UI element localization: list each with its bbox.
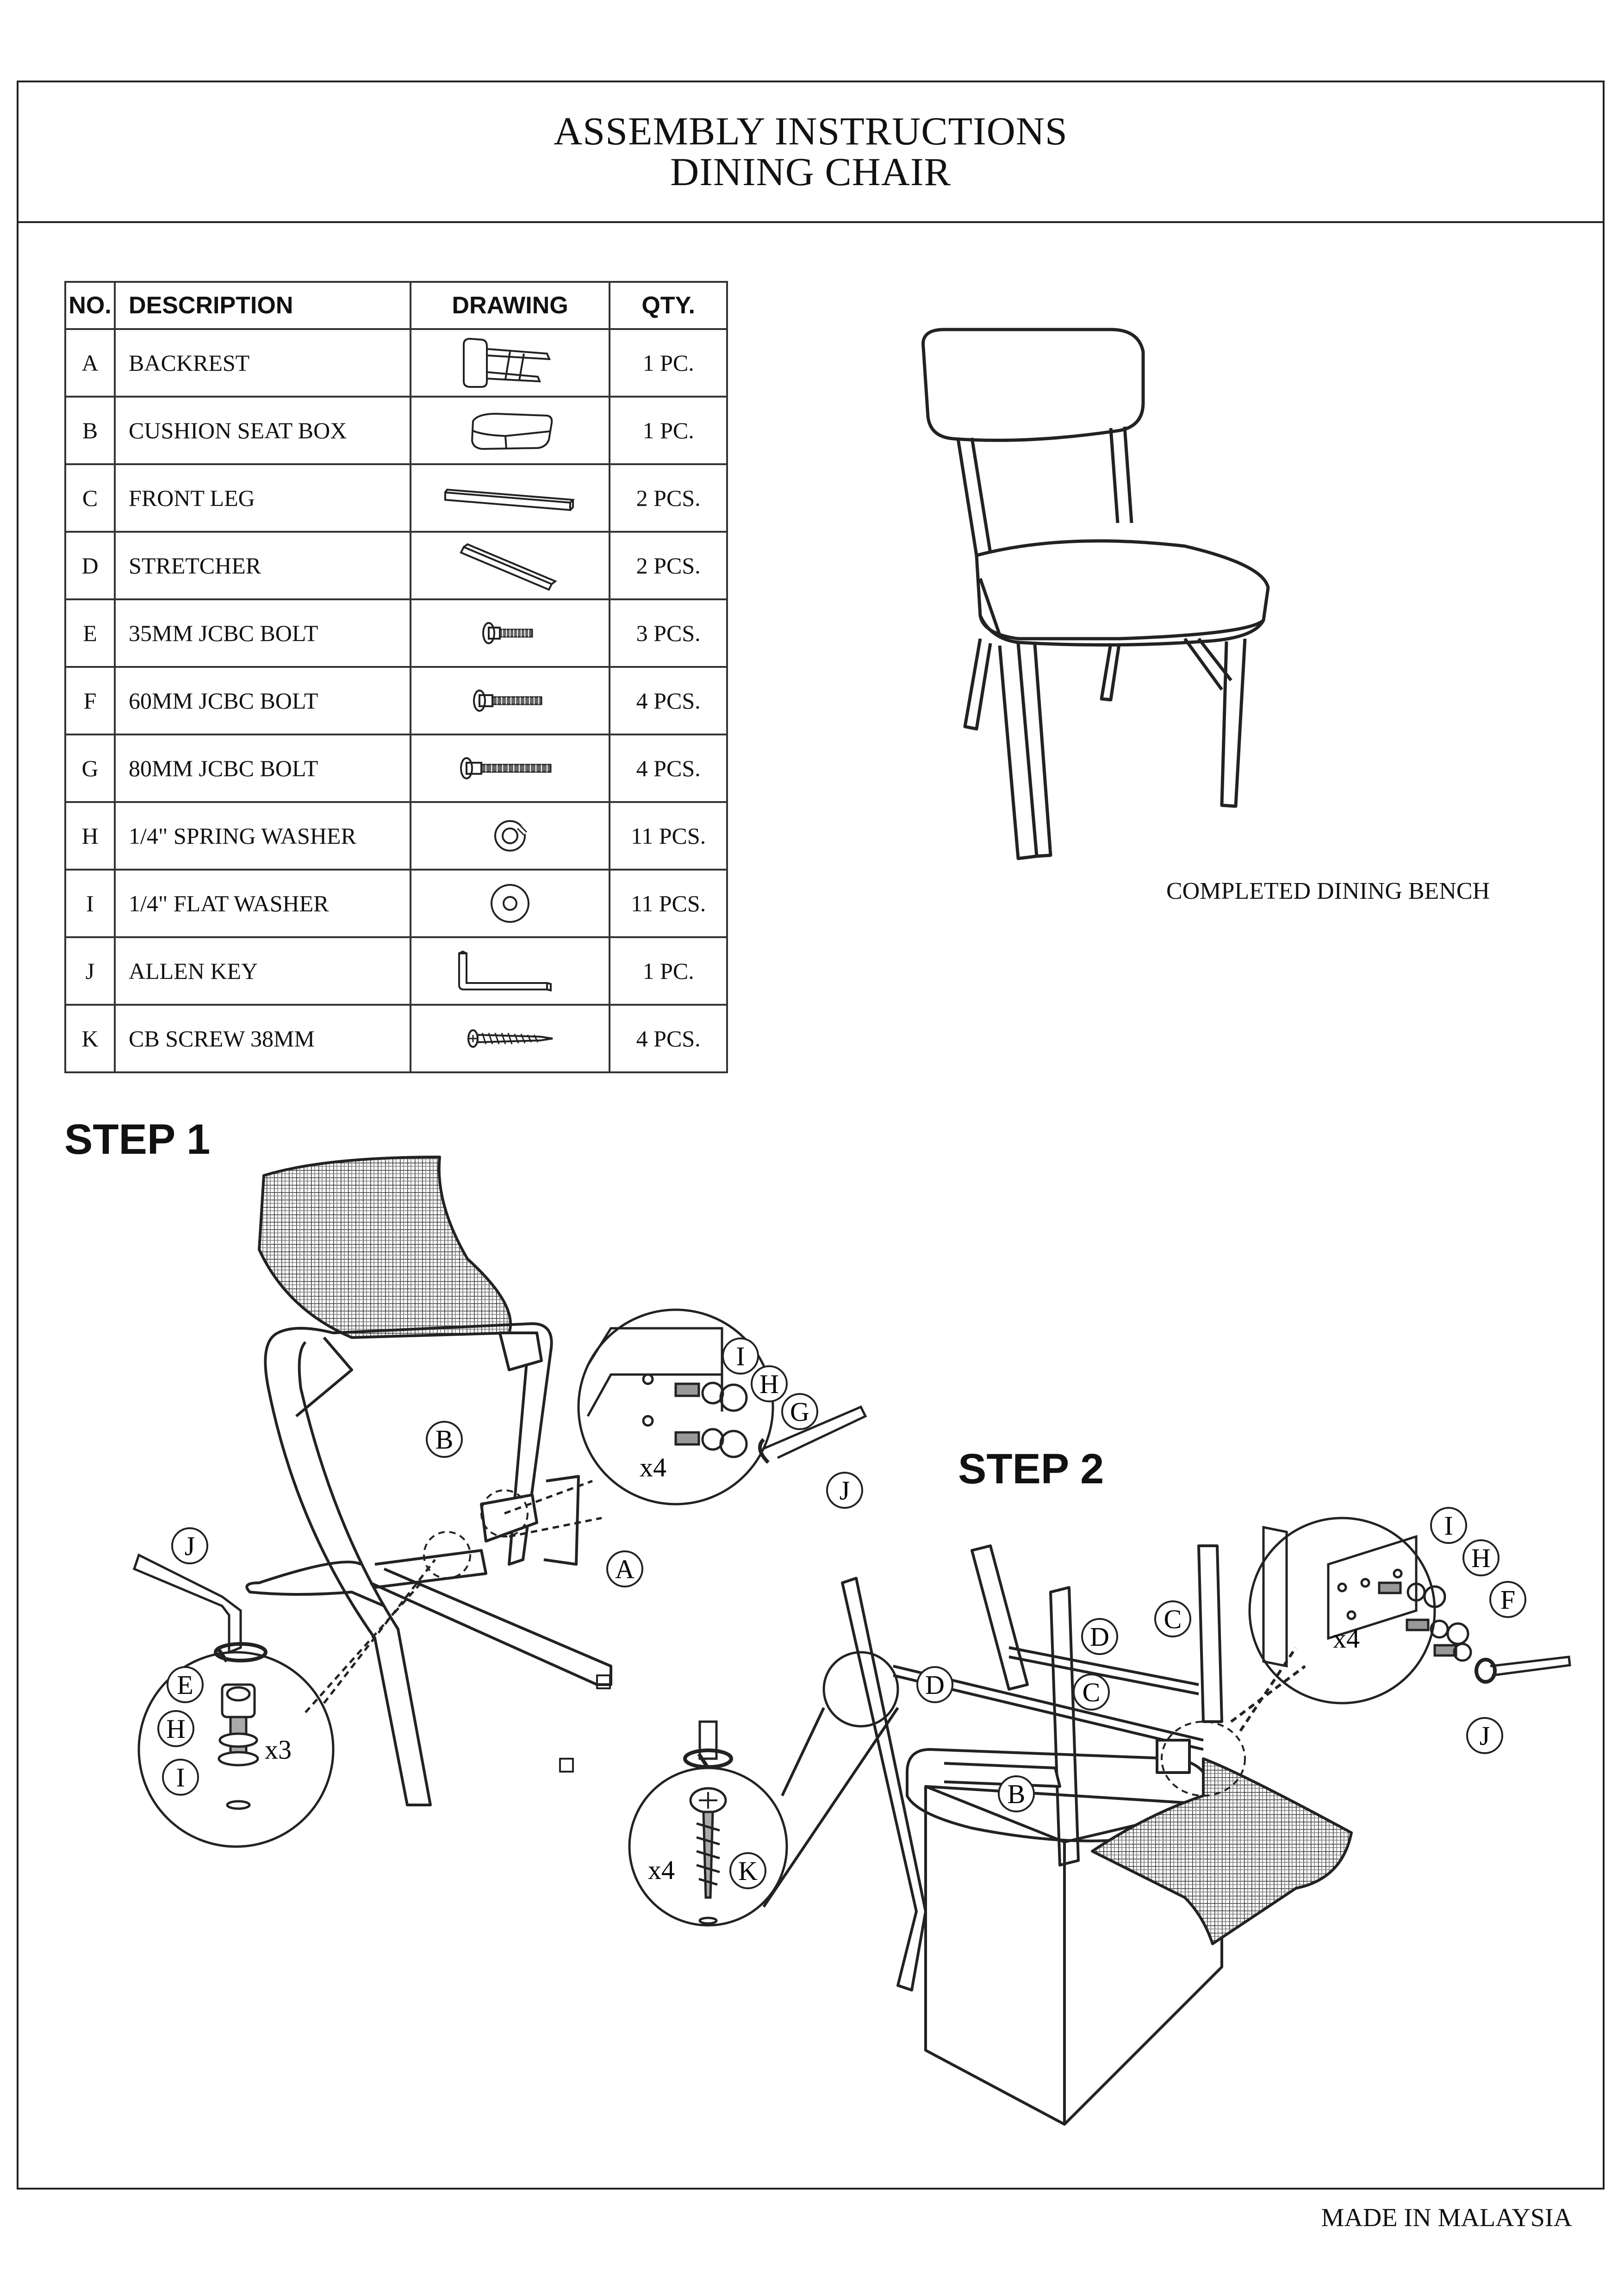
footer-origin: MADE IN MALAYSIA bbox=[1321, 2203, 1572, 2232]
part-no: D bbox=[65, 532, 115, 599]
label-j-step2: J bbox=[1479, 1721, 1490, 1751]
part-qty: 2 PCS. bbox=[610, 464, 727, 532]
label-c-step2-left: C bbox=[1082, 1677, 1101, 1707]
label-b-step2: B bbox=[1007, 1779, 1026, 1809]
label-f-step2: F bbox=[1500, 1585, 1516, 1615]
step1-drawing bbox=[247, 1157, 611, 1805]
part-description: CB SCREW 38MM bbox=[115, 1005, 411, 1072]
label-h-step2: H bbox=[1471, 1543, 1491, 1573]
step2-title: STEP 2 bbox=[958, 1445, 1104, 1493]
part-no: K bbox=[65, 1005, 115, 1072]
count-x4-step2-bolts: x4 bbox=[1333, 1624, 1360, 1654]
step2-screw-detail bbox=[629, 1722, 787, 1925]
part-no: C bbox=[65, 464, 115, 532]
label-j-step1-detail: J bbox=[839, 1475, 850, 1506]
part-no: H bbox=[65, 802, 115, 870]
label-i-step2: I bbox=[1444, 1511, 1453, 1541]
part-qty: 11 PCS. bbox=[610, 802, 727, 870]
part-no: J bbox=[65, 937, 115, 1005]
part-no: G bbox=[65, 734, 115, 802]
part-description: 60MM JCBC BOLT bbox=[115, 667, 411, 734]
column-drawing: DRAWING bbox=[411, 282, 610, 329]
part-description: 1/4" FLAT WASHER bbox=[115, 870, 411, 937]
column-qty: QTY. bbox=[610, 282, 727, 329]
count-x4-step1: x4 bbox=[640, 1452, 666, 1482]
column-no: NO. bbox=[65, 282, 115, 329]
part-qty: 1 PC. bbox=[610, 937, 727, 1005]
column-description: DESCRIPTION bbox=[115, 282, 411, 329]
part-qty: 4 PCS. bbox=[610, 734, 727, 802]
part-description: 35MM JCBC BOLT bbox=[115, 599, 411, 667]
part-no: A bbox=[65, 329, 115, 397]
document-title: ASSEMBLY INSTRUCTIONS bbox=[554, 109, 1068, 153]
label-k-step2: K bbox=[738, 1856, 758, 1886]
label-d-step2-left: D bbox=[925, 1670, 945, 1700]
part-qty: 2 PCS. bbox=[610, 532, 727, 599]
count-x4-step2-screws: x4 bbox=[648, 1855, 675, 1885]
label-j-step1-leg: J bbox=[184, 1531, 195, 1561]
label-i-step1-leg: I bbox=[176, 1762, 185, 1792]
part-no: I bbox=[65, 870, 115, 937]
label-d-step2-right: D bbox=[1090, 1622, 1109, 1652]
label-b-step1: B bbox=[435, 1425, 454, 1455]
part-description: ALLEN KEY bbox=[115, 937, 411, 1005]
part-description: STRETCHER bbox=[115, 532, 411, 599]
part-qty: 3 PCS. bbox=[610, 599, 727, 667]
part-no: F bbox=[65, 667, 115, 734]
part-description: BACKREST bbox=[115, 329, 411, 397]
part-description: FRONT LEG bbox=[115, 464, 411, 532]
label-e-step1: E bbox=[177, 1670, 193, 1700]
document-subtitle: DINING CHAIR bbox=[670, 149, 951, 194]
part-no: E bbox=[65, 599, 115, 667]
label-h-step1: H bbox=[759, 1369, 779, 1399]
part-description: 80MM JCBC BOLT bbox=[115, 734, 411, 802]
label-h-step1-leg: H bbox=[166, 1714, 186, 1744]
count-x3-step1: x3 bbox=[265, 1735, 292, 1765]
part-qty: 4 PCS. bbox=[610, 667, 727, 734]
label-c-step2-right: C bbox=[1164, 1604, 1182, 1634]
step1-title: STEP 1 bbox=[64, 1116, 211, 1163]
completed-chair-drawing bbox=[923, 330, 1268, 859]
label-a-step1: A bbox=[615, 1554, 635, 1584]
part-qty: 11 PCS. bbox=[610, 870, 727, 937]
label-i-step1: I bbox=[736, 1341, 745, 1371]
part-description: CUSHION SEAT BOX bbox=[115, 397, 411, 464]
label-g-step1: G bbox=[790, 1397, 809, 1427]
part-qty: 1 PC. bbox=[610, 329, 727, 397]
part-qty: 1 PC. bbox=[610, 397, 727, 464]
completed-caption: COMPLETED DINING BENCH bbox=[1166, 878, 1490, 904]
part-qty: 4 PCS. bbox=[610, 1005, 727, 1072]
callout-labels bbox=[158, 1338, 1525, 1888]
part-no: B bbox=[65, 397, 115, 464]
part-description: 1/4" SPRING WASHER bbox=[115, 802, 411, 870]
